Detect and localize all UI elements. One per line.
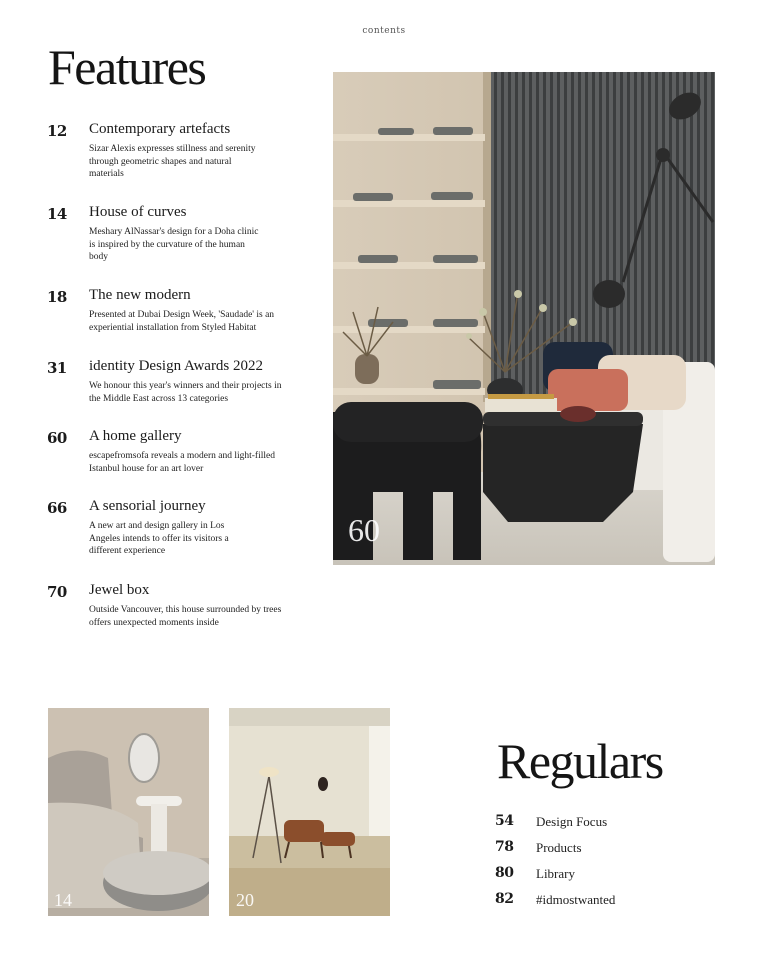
feature-title: identity Design Awards 2022 [89, 358, 264, 374]
regulars-label: Library [536, 866, 575, 881]
photo-thumbnail-middle[interactable] [229, 708, 390, 916]
section-label: contents [362, 26, 406, 36]
regulars-page-number: 82 [495, 891, 514, 907]
regulars-label: Design Focus [536, 814, 608, 829]
features-title: Features [48, 39, 206, 95]
regulars-page-number: 54 [495, 813, 514, 829]
photo-page-number: 60 [348, 512, 380, 548]
regulars-item[interactable] [495, 891, 735, 911]
feature-description: We honour this year's winners and their projects in the Middle East across 13 categories [89, 381, 282, 404]
feature-page-number: 70 [47, 583, 67, 601]
feature-page-number: 14 [47, 205, 67, 223]
feature-description: Presented at Dubai Design Week, 'Saudade' is an experiential installation from Styled Habitat [89, 310, 275, 333]
regulars-item[interactable] [495, 813, 735, 833]
photo-page-number: 20 [236, 890, 254, 910]
regulars-label: Products [536, 840, 582, 855]
feature-page-number: 66 [47, 499, 67, 517]
regulars-item[interactable] [495, 839, 735, 859]
regulars-page-number: 80 [495, 865, 514, 881]
photo-page-number: 14 [54, 890, 72, 910]
main-feature-photo[interactable] [333, 72, 715, 565]
feature-page-number: 31 [47, 359, 67, 377]
regulars-page-number: 78 [495, 839, 514, 855]
photo-thumbnail-left[interactable] [48, 708, 209, 916]
feature-title: The new modern [89, 287, 191, 303]
armchair-illustration [48, 708, 209, 916]
feature-description: Outside Vancouver, this house surrounded by trees offers unexpected moments inside [89, 605, 282, 628]
feature-title: House of curves [89, 204, 187, 220]
feature-title: Contemporary artefacts [89, 121, 231, 137]
feature-page-number: 18 [47, 288, 67, 306]
feature-title: A sensorial journey [89, 498, 206, 514]
regulars-title: Regulars [497, 733, 663, 789]
living-room-illustration [333, 72, 715, 565]
regulars-item[interactable] [495, 865, 735, 885]
feature-title: Jewel box [89, 582, 150, 598]
feature-title: A home gallery [89, 428, 182, 444]
feature-description: A new art and design gallery in Los Angeles intends to offer its visitors a different experience [89, 521, 229, 556]
feature-description: escapefromsofa reveals a modern and light-filled Istanbul house for an art lover [89, 451, 275, 474]
gallery-room-illustration [229, 708, 390, 916]
feature-page-number: 12 [47, 122, 67, 140]
feature-page-number: 60 [47, 429, 67, 447]
regulars-label: #idmostwanted [536, 892, 616, 907]
feature-description: Meshary AlNassar's design for a Doha clinic is inspired by the curvature of the human body [89, 227, 259, 262]
feature-description: Sizar Alexis expresses stillness and serenity through geometric shapes and natural materials [89, 144, 256, 179]
